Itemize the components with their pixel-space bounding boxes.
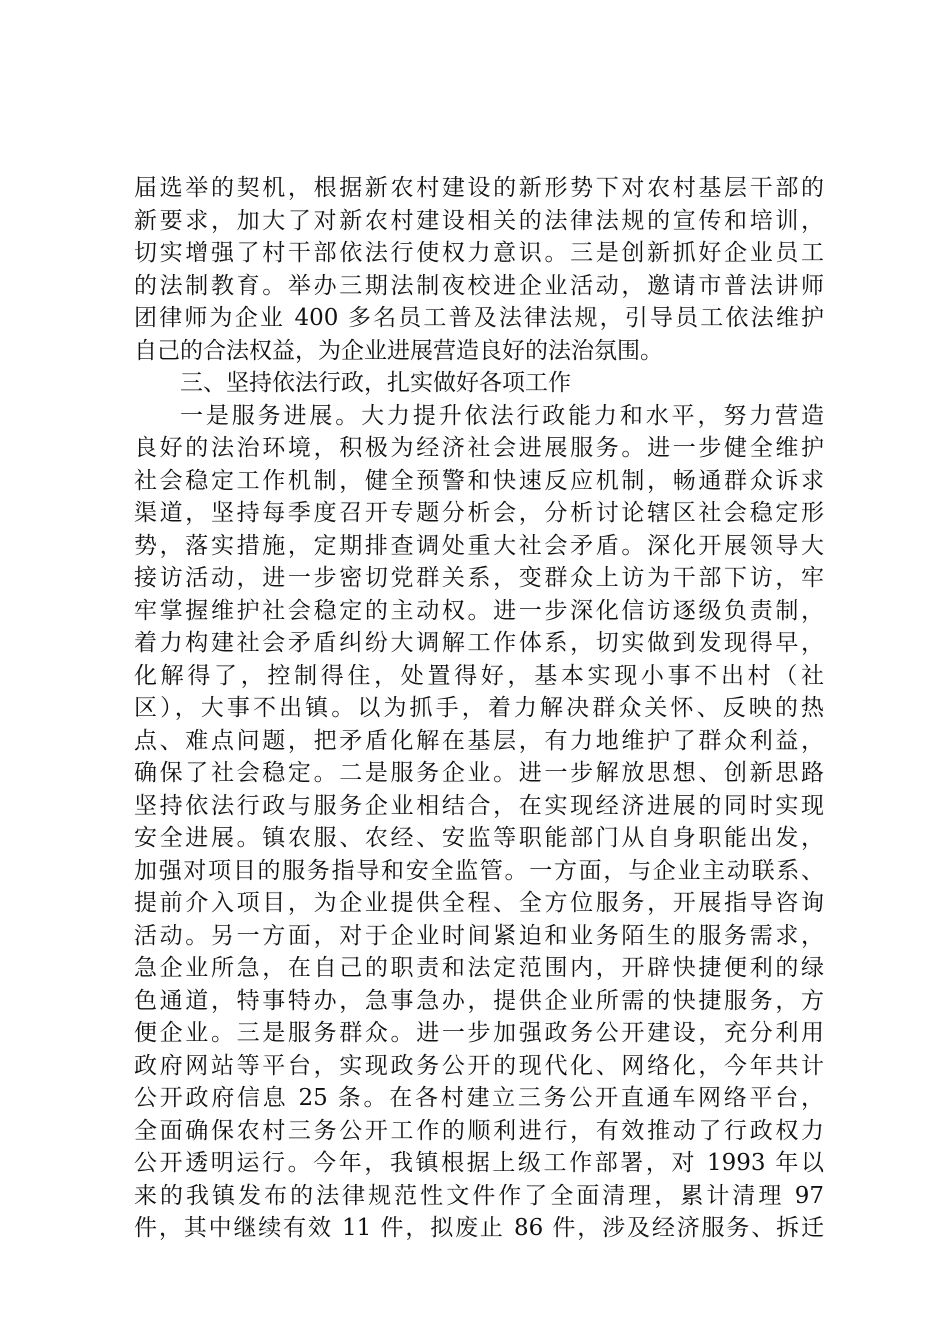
text-line: 良好的法治环境，积极为经济社会进展服务。进一步健全维护: [134, 435, 824, 461]
text-line: 着力构建社会矛盾纠纷大调解工作体系，切实做到发现得早，: [134, 630, 824, 656]
text-line: 牢掌握维护社会稳定的主动权。进一步深化信访逐级负责制，: [134, 597, 824, 624]
text-line: 坚持依法行政与服务企业相结合，在实现经济进展的同时实现: [134, 792, 824, 819]
text-line: 确保了社会稳定。二是服务企业。进一步解放思想、创新思路: [134, 760, 824, 786]
text-line: 政府网站等平台，实现政务公开的现代化、网络化，今年共计: [134, 1052, 824, 1079]
text-line: 自己的合法权益，为企业进展营造良好的法治氛围。: [134, 337, 663, 364]
text-line: 接访活动，进一步密切党群关系，变群众上访为干部下访，牢: [134, 565, 824, 591]
text-line: 公开透明运行。今年，我镇根据上级工作部署，对 1993 年以: [134, 1150, 824, 1176]
text-line: 色通道，特事特办，急事急办，提供企业所需的快捷服务，方: [134, 987, 824, 1014]
section-heading: 三、坚持依法行政，扎实做好各项工作: [180, 370, 571, 396]
text-line: 活动。另一方面，对于企业时间紧迫和业务陌生的服务需求，: [134, 922, 824, 949]
text-line: 届选举的契机，根据新农村建设的新形势下对农村基层干部的: [134, 175, 824, 201]
paragraph-first-line: 一是服务进展。大力提升依法行政能力和水平，努力营造: [180, 402, 824, 429]
text-line: 点、难点问题，把矛盾化解在基层，有力地维护了群众利益，: [134, 727, 824, 754]
text-line: 来的我镇发布的法律规范性文件作了全面清理，累计清理 97: [134, 1182, 824, 1209]
text-line: 区），大事不出镇。以为抓手，着力解决群众关怀、反映的热: [134, 695, 824, 721]
text-line: 公开政府信息 25 条。在各村建立三务公开直通车网络平台，: [134, 1085, 824, 1111]
text-line: 切实增强了村干部依法行使权力意识。三是创新抓好企业员工: [134, 240, 824, 266]
text-line: 件，其中继续有效 11 件，拟废止 86 件，涉及经济服务、拆迁: [134, 1215, 824, 1241]
text-line: 提前介入项目，为企业提供全程、全方位服务，开展指导咨询: [134, 890, 824, 916]
text-line: 渠道，坚持每季度召开专题分析会，分析讨论辖区社会稳定形: [134, 500, 824, 526]
text-line: 新要求，加大了对新农村建设相关的法律法规的宣传和培训，: [134, 207, 824, 234]
text-line: 势，落实措施，定期排查调处重大社会矛盾。深化开展领导大: [134, 532, 824, 559]
text-line: 急企业所急，在自己的职责和法定范围内，开辟快捷便利的绿: [134, 955, 824, 981]
text-line: 便企业。三是服务群众。进一步加强政务公开建设，充分利用: [134, 1020, 824, 1046]
text-line: 全面确保农村三务公开工作的顺利进行，有效推动了行政权力: [134, 1117, 824, 1144]
text-line: 化解得了，控制得住，处置得好，基本实现小事不出村（社: [134, 662, 824, 689]
text-line: 加强对项目的服务指导和安全监管。一方面，与企业主动联系、: [134, 857, 824, 884]
text-line: 安全进展。镇农服、农经、安监等职能部门从自身职能出发，: [134, 825, 824, 851]
text-line: 团律师为企业 400 多名员工普及法律法规，引导员工依法维护: [134, 305, 824, 331]
text-line: 社会稳定工作机制，健全预警和快速反应机制，畅通群众诉求: [134, 467, 824, 494]
document-body: [134, 172, 824, 1245]
text-line: 的法制教育。举办三期法制夜校进企业活动，邀请市普法讲师: [134, 272, 824, 299]
